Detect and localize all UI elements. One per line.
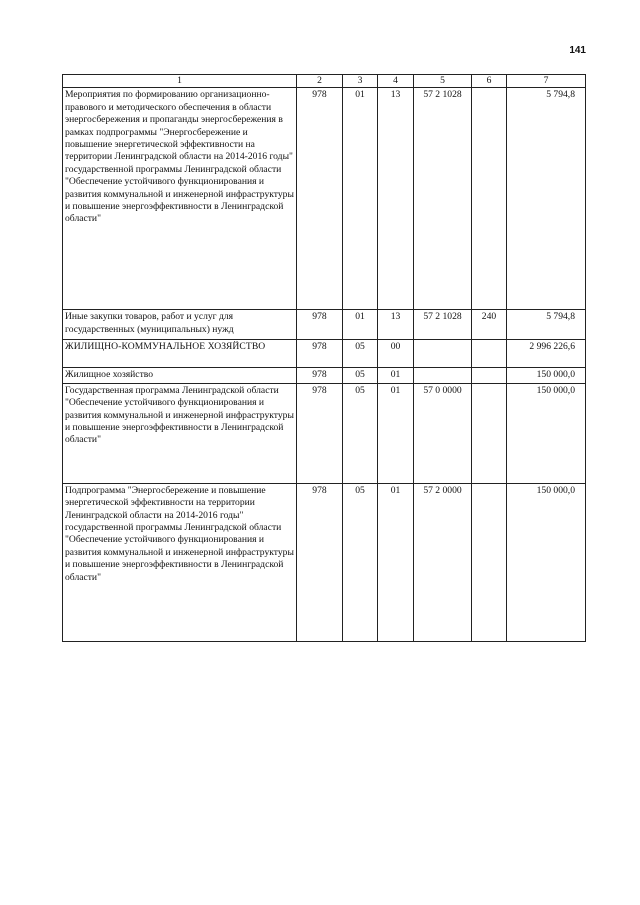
row-name-cell: ЖИЛИЩНО-КОММУНАЛЬНОЕ ХОЗЯЙСТВО bbox=[63, 340, 297, 368]
section-cell: 05 bbox=[343, 340, 378, 368]
table-row bbox=[63, 88, 586, 310]
target-article-cell bbox=[414, 340, 472, 368]
section-cell: 05 bbox=[343, 368, 378, 383]
subsection-cell: 00 bbox=[378, 340, 414, 368]
amount-cell: 2 996 226,6 bbox=[507, 340, 586, 368]
header-cell: 3 bbox=[343, 75, 378, 88]
expense-type-cell bbox=[472, 368, 507, 383]
subsection-cell: 01 bbox=[378, 383, 414, 483]
table-row bbox=[63, 383, 586, 483]
budget-table bbox=[62, 74, 586, 642]
row-name-cell: Иные закупки товаров, работ и услуг для государственных (муниципальных) нужд bbox=[63, 310, 297, 340]
table-row bbox=[63, 368, 586, 383]
admin-code-cell: 978 bbox=[297, 310, 343, 340]
admin-code-cell: 978 bbox=[297, 383, 343, 483]
section-cell: 05 bbox=[343, 383, 378, 483]
header-cell: 7 bbox=[507, 75, 586, 88]
subsection-cell: 13 bbox=[378, 88, 414, 310]
admin-code-cell: 978 bbox=[297, 483, 343, 641]
header-cell: 1 bbox=[63, 75, 297, 88]
amount-cell: 5 794,8 bbox=[507, 88, 586, 310]
table-header-row bbox=[63, 75, 586, 88]
expense-type-cell bbox=[472, 88, 507, 310]
row-name-cell: Подпрограмма "Энергосбережение и повышение энергетической эффективности на территории Ленинградской области на 2014-2016 годы" государственной программы Ленинградской области "Обеспечение устойчивого функционирования и развития коммунальной и инженерной инфраструктуры и повышение энергоэффективности в Ленинградской области" bbox=[63, 483, 297, 641]
admin-code-cell: 978 bbox=[297, 340, 343, 368]
expense-type-cell bbox=[472, 483, 507, 641]
target-article-cell bbox=[414, 368, 472, 383]
section-cell: 01 bbox=[343, 310, 378, 340]
amount-cell: 150 000,0 bbox=[507, 483, 586, 641]
page-number: 141 bbox=[569, 45, 586, 56]
amount-cell: 150 000,0 bbox=[507, 368, 586, 383]
table-row bbox=[63, 310, 586, 340]
row-name-cell: Жилищное хозяйство bbox=[63, 368, 297, 383]
admin-code-cell: 978 bbox=[297, 368, 343, 383]
table-row bbox=[63, 340, 586, 368]
amount-cell: 150 000,0 bbox=[507, 383, 586, 483]
table-row bbox=[63, 483, 586, 641]
expense-type-cell bbox=[472, 383, 507, 483]
target-article-cell: 57 0 0000 bbox=[414, 383, 472, 483]
header-cell: 5 bbox=[414, 75, 472, 88]
subsection-cell: 01 bbox=[378, 483, 414, 641]
amount-cell: 5 794,8 bbox=[507, 310, 586, 340]
header-cell: 2 bbox=[297, 75, 343, 88]
target-article-cell: 57 2 1028 bbox=[414, 310, 472, 340]
section-cell: 01 bbox=[343, 88, 378, 310]
header-cell: 6 bbox=[472, 75, 507, 88]
subsection-cell: 01 bbox=[378, 368, 414, 383]
section-cell: 05 bbox=[343, 483, 378, 641]
row-name-cell: Мероприятия по формированию организационно-правового и методического обеспечения в области энергосбережения и пропаганды энергосбережения в рамках подпрограммы "Энергосбережение и повышение энергетической эффективности на территории Ленинградской области на 2014-2016 годы" государственной программы Ленинградской области "Обеспечение устойчивого функционирования и развития коммунальной и инженерной инфраструктуры и повышение энергоэффективности в Ленинградской области" bbox=[63, 88, 297, 310]
header-cell: 4 bbox=[378, 75, 414, 88]
expense-type-cell bbox=[472, 340, 507, 368]
target-article-cell: 57 2 0000 bbox=[414, 483, 472, 641]
admin-code-cell: 978 bbox=[297, 88, 343, 310]
row-name-cell: Государственная программа Ленинградской области "Обеспечение устойчивого функционирования и развития коммунальной и инженерной инфраструктуры и повышение энергоэффективности в Ленинградской области" bbox=[63, 383, 297, 483]
target-article-cell: 57 2 1028 bbox=[414, 88, 472, 310]
expense-type-cell: 240 bbox=[472, 310, 507, 340]
subsection-cell: 13 bbox=[378, 310, 414, 340]
